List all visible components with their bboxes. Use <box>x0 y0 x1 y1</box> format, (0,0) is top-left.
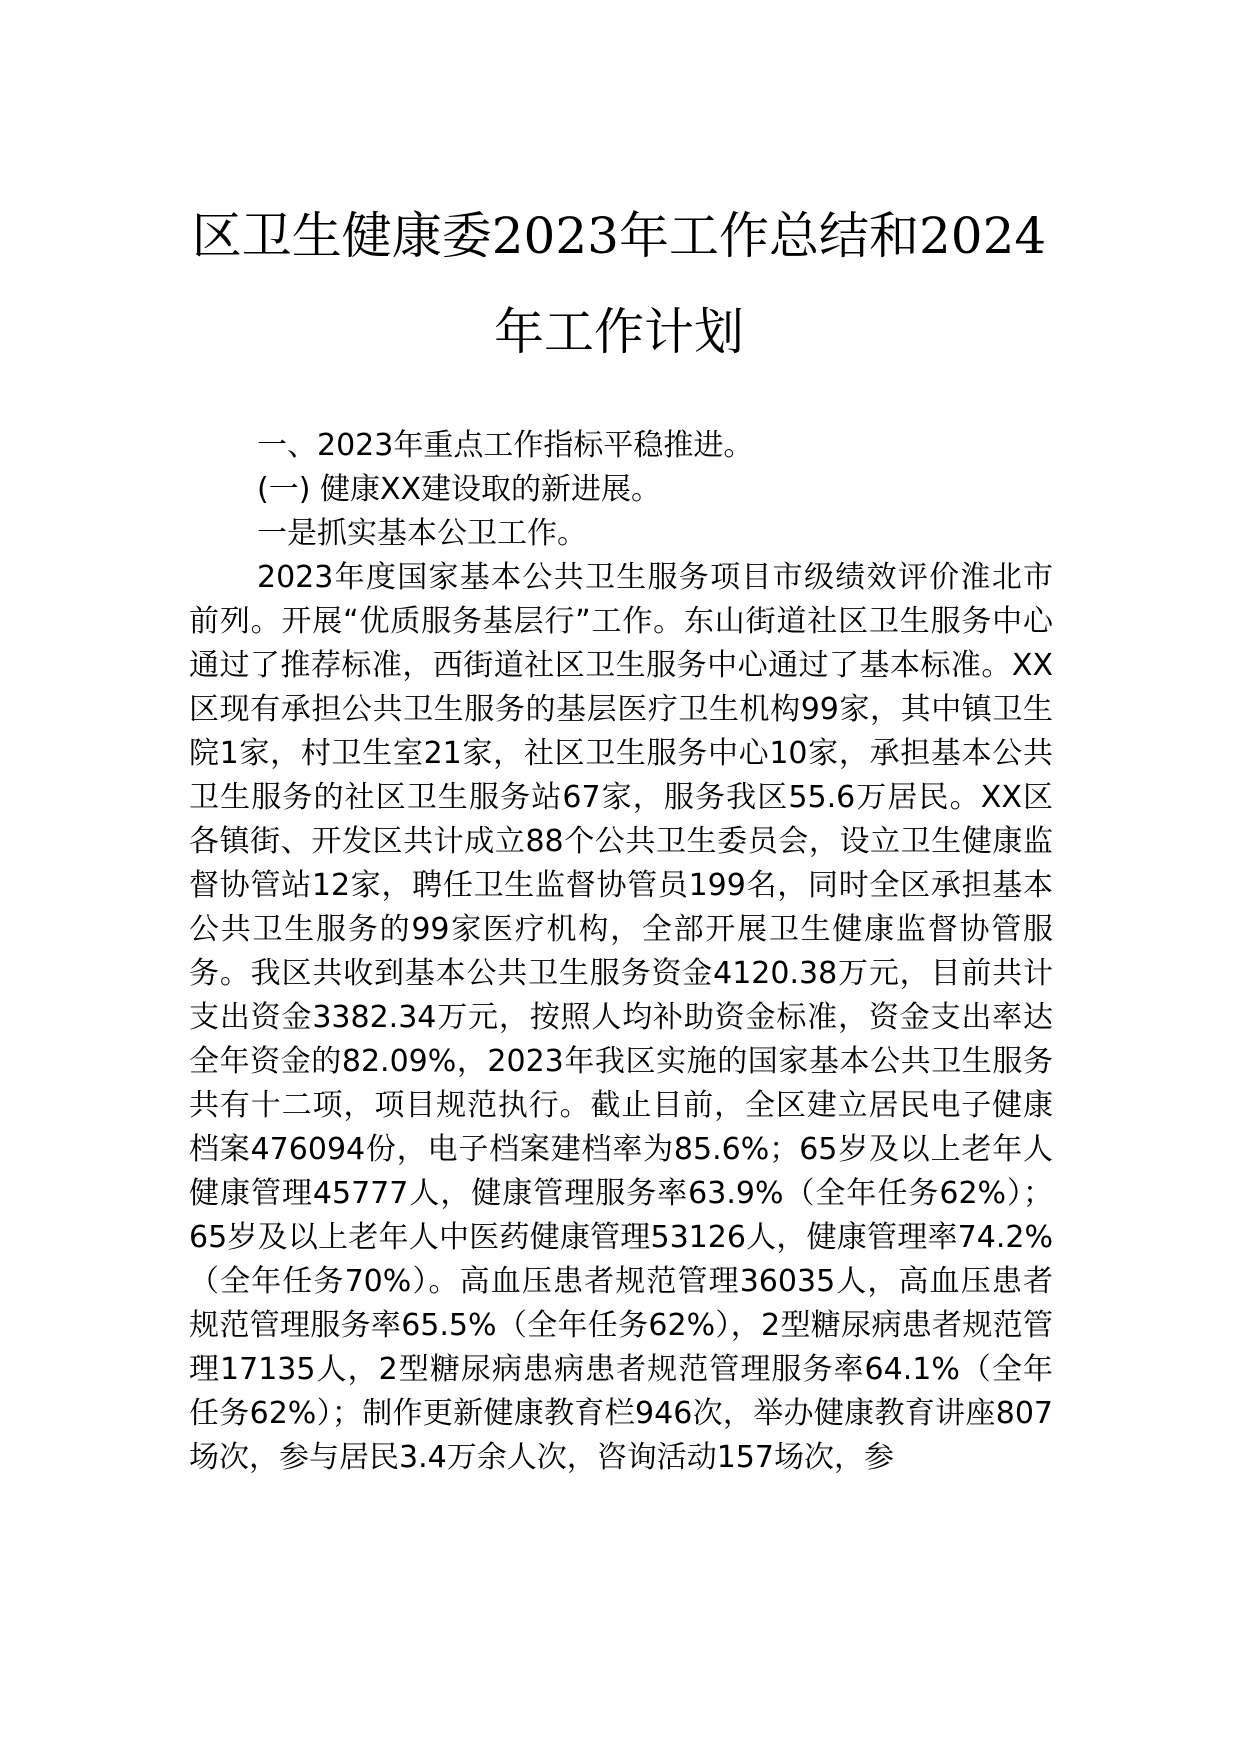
body-paragraph: 2023年度国家基本公共卫生服务项目市级绩效评价淮北市前列。开展“优质服务基层行”工作。东山街道社区卫生服务中心通过了推荐标准，西街道社区卫生服务中心通过了基本标准。XX区现有承担公共卫生服务的基层医疗卫生机构99家，其中镇卫生院1家，村卫生室21家，社区卫生服务中心10家，承担基本公共卫生服务的社区卫生服务站67家，服务我区55.6万居民。XX区各镇街、开发区共计成立88个公共卫生委员会，设立卫生健康监督协管站12家，聘任卫生监督协管员199名，同时全区承担基本公共卫生服务的99家医疗机构，全部开展卫生健康监督协管服务。我区共收到基本公共卫生服务资金4120.38万元，目前共计支出资金3382.34万元，按照人均补助资金标准，资金支出率达全年资金的82.09%，2023年我区实施的国家基本公共卫生服务共有十二项，项目规范执行。截止目前，全区建立居民电子健康档案476094份，电子档案建档率为85.6%；65岁及以上老年人健康管理45777人，健康管理服务率63.9%（全年任务62%）；65岁及以上老年人中医药健康管理53126人，健康管理率74.2%（全年任务70%）。高血压患者规范管理36035人，高血压患者规范管理服务率65.5%（全年任务62%），2型糖尿病患者规范管理17135人，2型糖尿病患病患者规范管理服务率64.1%（全年任务62%）；制作更新健康教育栏946次，举办健康教育讲座807场次，参与居民3.4万余人次，咨询活动157场次，参 <box>189 560 1053 1475</box>
subsection-heading: (一) 健康XX建设取的新进展。 <box>257 472 662 507</box>
document-body <box>189 424 1053 1480</box>
section-heading: 一、2023年重点工作指标平稳推进。 <box>257 428 754 463</box>
document-title: 区卫生健康委2023年工作总结和2024年工作计划 <box>191 207 1047 361</box>
point-heading: 一是抓实基本公卫工作。 <box>257 516 587 551</box>
